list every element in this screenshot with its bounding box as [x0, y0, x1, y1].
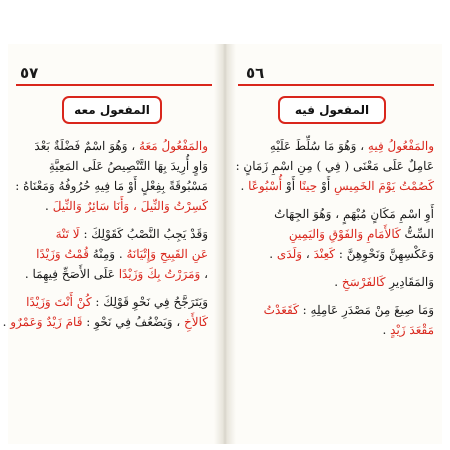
body-text: ، وَهُوَ اسْمٌ فَضْلَةٌ بَعْدَ	[34, 139, 140, 153]
text-line	[18, 156, 208, 176]
highlighted-text: أُسْبُوعًا	[248, 179, 283, 193]
text-line	[18, 244, 208, 264]
highlighted-text: عَنِ القَبِيحِ وَإِتْيَانَهُ	[126, 247, 208, 261]
header-rule	[238, 84, 434, 86]
highlighted-text: كَالفَرْسَخِ	[341, 275, 386, 289]
highlighted-text: قُمْتُ وَزَيْدًا	[36, 247, 89, 261]
highlighted-text: كَسِرْتُ وَالنِّيلَ ، وَأَنَا سَائِرٌ وَالنِّيلَ	[52, 199, 208, 213]
body-text: ، وَيَضْعُفُ فِي نَحْوِ :	[82, 315, 185, 329]
body-text: وَالمَقَادِيرِ	[385, 275, 434, 289]
body-text: وَاوٍ أُرِيدَ بِهَا التَّنْصِيصُ عَلَى المَعِيَّةِ	[48, 159, 208, 173]
text-line	[242, 224, 434, 244]
text-line	[18, 136, 208, 156]
body-text: أَوْ	[317, 179, 334, 193]
body-text: ،	[200, 267, 208, 281]
page-body	[2, 136, 208, 332]
highlighted-text: حِينًا	[298, 179, 318, 193]
text-line	[18, 196, 208, 216]
highlighted-text: كَعِنْدَ	[313, 247, 336, 261]
left-page	[2, 44, 218, 444]
paragraph-gap	[242, 196, 434, 204]
page-number: ٥٧	[20, 64, 39, 82]
text-line	[235, 156, 434, 176]
body-text: عَامِلٌ عَلَى مَعْنَى ( فِي ) مِنِ اسْمِ زَمَانٍ :	[235, 159, 434, 173]
body-text: .	[334, 275, 342, 289]
body-text: .	[382, 323, 391, 337]
text-line	[242, 176, 434, 196]
paragraph-gap	[242, 264, 434, 272]
header-rule	[16, 84, 212, 86]
highlighted-text: والمَفْعُولُ فِيهِ	[367, 139, 434, 153]
body-text: عَلَى الأَصَحِّ فِيهِمَا .	[24, 267, 119, 281]
text-line	[2, 312, 208, 332]
body-text: السِّتُّ	[400, 227, 434, 241]
text-line	[18, 224, 208, 244]
highlighted-text: كَالأَمَامِ وَالفَوْقِ وَاليَمِينِ	[288, 227, 401, 241]
highlighted-text: كَقَعَدْتُ	[263, 303, 299, 317]
highlighted-text: كُنْ أَنْتَ وَزَيْدًا	[26, 295, 92, 309]
highlighted-text: قَامَ زَيْدٌ وَعَمْرٌو	[10, 315, 83, 329]
text-line	[242, 300, 434, 320]
text-line	[242, 244, 434, 264]
body-text: وَيَتَرَجَّحُ فِي نَحْوِ قَوْلِكَ :	[91, 295, 208, 309]
body-text: . وَمِنْهُ	[88, 247, 127, 261]
text-line	[18, 264, 208, 284]
section-title: المفعول فيه	[278, 96, 386, 124]
highlighted-text: والمَفْعُولُ مَعَهُ	[139, 139, 208, 153]
paragraph-gap	[242, 292, 434, 300]
body-text: وَعَكْسِهِنَّ وَنَحْوِهِنَّ :	[335, 247, 434, 261]
highlighted-text: مَقْعَدَ زَيْدٍ	[390, 323, 434, 337]
body-text: ، وَهُوَ مَا سُلِّطَ عَلَيْهِ	[269, 139, 368, 153]
body-text: وَمَا صِيغَ مِنْ مَصْدَرِ عَامِلِهِ :	[298, 303, 434, 317]
highlighted-text: لَا تَنْهَ	[55, 227, 80, 241]
page-number: ٥٦	[246, 64, 265, 82]
text-line	[18, 292, 208, 312]
book-spread	[2, 44, 442, 444]
paragraph-gap	[18, 216, 208, 224]
body-text: أَوِ اسْمِ مَكَانٍ مُبْهَمٍ ، وَهُوَ الجِهَاتُ	[274, 207, 434, 221]
body-text: .	[269, 247, 277, 261]
text-line	[15, 176, 208, 196]
text-line	[242, 272, 434, 292]
body-text: .	[2, 315, 11, 329]
right-page	[232, 44, 442, 444]
highlighted-text: وَمَرَرْتُ بِكَ وَزَيْدًا	[118, 267, 201, 281]
body-text: ،	[302, 247, 314, 261]
text-line	[242, 136, 434, 156]
text-line	[242, 320, 434, 340]
body-text: .	[240, 179, 249, 193]
page-body	[235, 136, 434, 340]
body-text: أَوْ	[282, 179, 299, 193]
text-line	[242, 204, 434, 224]
highlighted-text: كَالأَخِ	[184, 315, 208, 329]
paragraph-gap	[18, 284, 208, 292]
body-text: مَسْبُوقَةً بِفِعْلٍ أَوْ مَا فِيهِ حُرُوفُهُ وَمَعْنَاهُ :	[15, 179, 208, 193]
body-text: وَقَدْ يَجِبُ النَّصْبُ كَقَوْلِكَ :	[79, 227, 208, 241]
highlighted-text: وَلَدَى	[276, 247, 303, 261]
body-text: .	[45, 199, 53, 213]
highlighted-text: كَصُمْتُ يَوْمَ الخَمِيسِ	[333, 179, 434, 193]
section-title: المفعول معه	[62, 96, 162, 124]
